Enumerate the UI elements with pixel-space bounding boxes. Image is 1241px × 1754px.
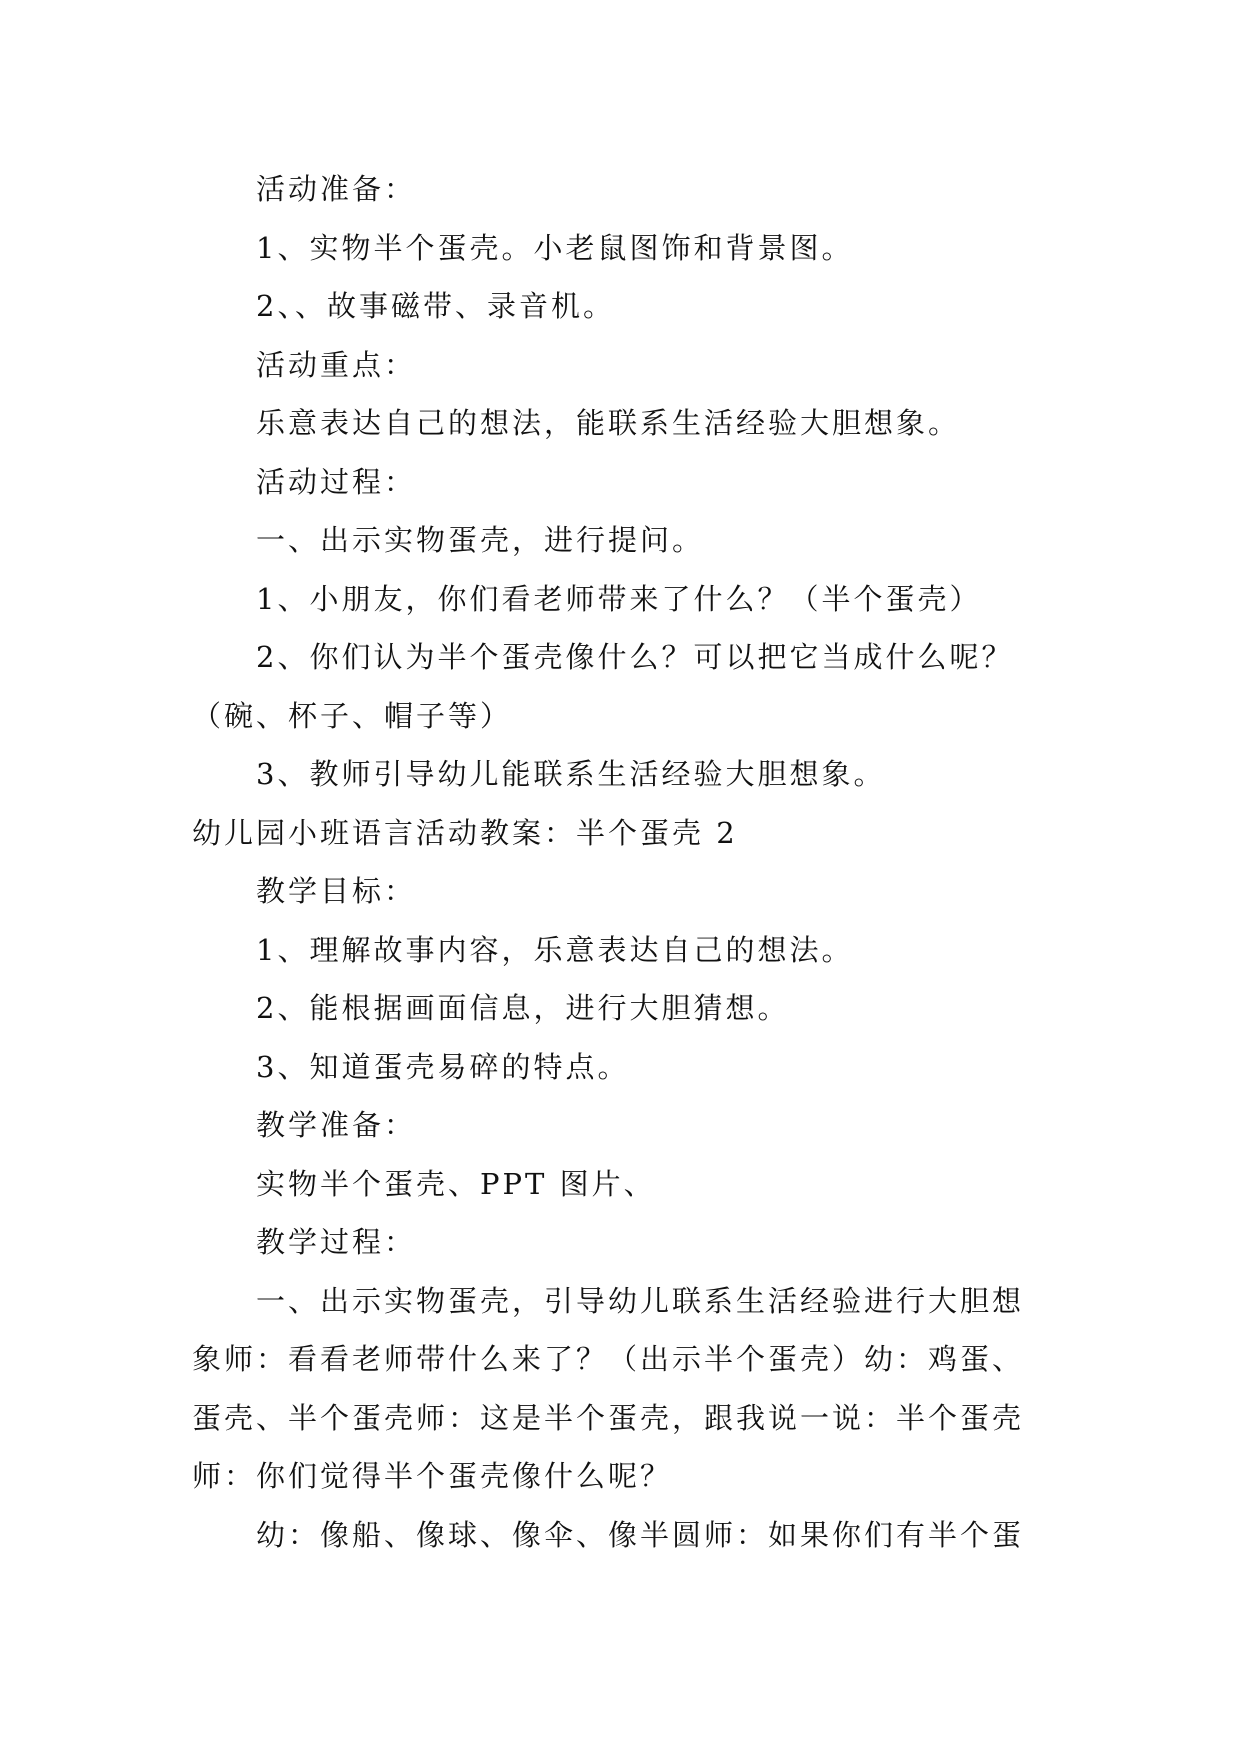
section-heading-teaching-goals: 教学目标： [256,874,417,908]
paragraph-line: 1、小朋友，你们看老师带来了什么？（半个蛋壳） [256,581,982,616]
section-heading-activity-preparation: 活动准备： [256,172,417,206]
paragraph-line: 3、知道蛋壳易碎的特点。 [256,1049,630,1084]
paragraph-line: 蛋壳、半个蛋壳师：这是半个蛋壳，跟我说一说：半个蛋壳 [192,1400,1025,1435]
paragraph-line: 幼：像船、像球、像伞、像半圆师：如果你们有半个蛋 [256,1517,1025,1552]
document-title: 幼儿园小班语言活动教案：半个蛋壳 2 [192,815,738,850]
document-body [192,160,1058,1564]
paragraph-line: （碗、杯子、帽子等） [192,698,513,733]
paragraph-line: 实物半个蛋壳、PPT 图片、 [256,1166,656,1201]
paragraph-line: 2、你们认为半个蛋壳像什么？可以把它当成什么呢？ [256,640,1014,674]
section-heading-teaching-preparation: 教学准备： [256,1108,417,1142]
section-heading-activity-focus: 活动重点： [256,347,417,382]
paragraph-line: 象师：看看老师带什么来了？（出示半个蛋壳）幼：鸡蛋、 [192,1342,1025,1376]
paragraph-line: 2、、故事磁带、录音机。 [256,289,615,323]
paragraph-line: 一、出示实物蛋壳，引导幼儿联系生活经验进行大胆想 [256,1283,1025,1318]
paragraph-line: 一、出示实物蛋壳，进行提问。 [256,523,705,557]
paragraph-line: 3、教师引导幼儿能联系生活经验大胆想象。 [256,757,886,791]
section-heading-teaching-process: 教学过程： [256,1225,417,1259]
paragraph-line: 2、能根据画面信息，进行大胆猜想。 [256,991,790,1025]
paragraph-line: 乐意表达自己的想法，能联系生活经验大胆想象。 [256,406,961,440]
paragraph-line: 1、实物半个蛋壳。小老鼠图饰和背景图。 [256,230,854,265]
paragraph-line: 师：你们觉得半个蛋壳像什么呢？ [192,1459,673,1493]
paragraph-line: 1、理解故事内容，乐意表达自己的想法。 [256,932,854,967]
section-heading-activity-process: 活动过程： [256,464,417,499]
